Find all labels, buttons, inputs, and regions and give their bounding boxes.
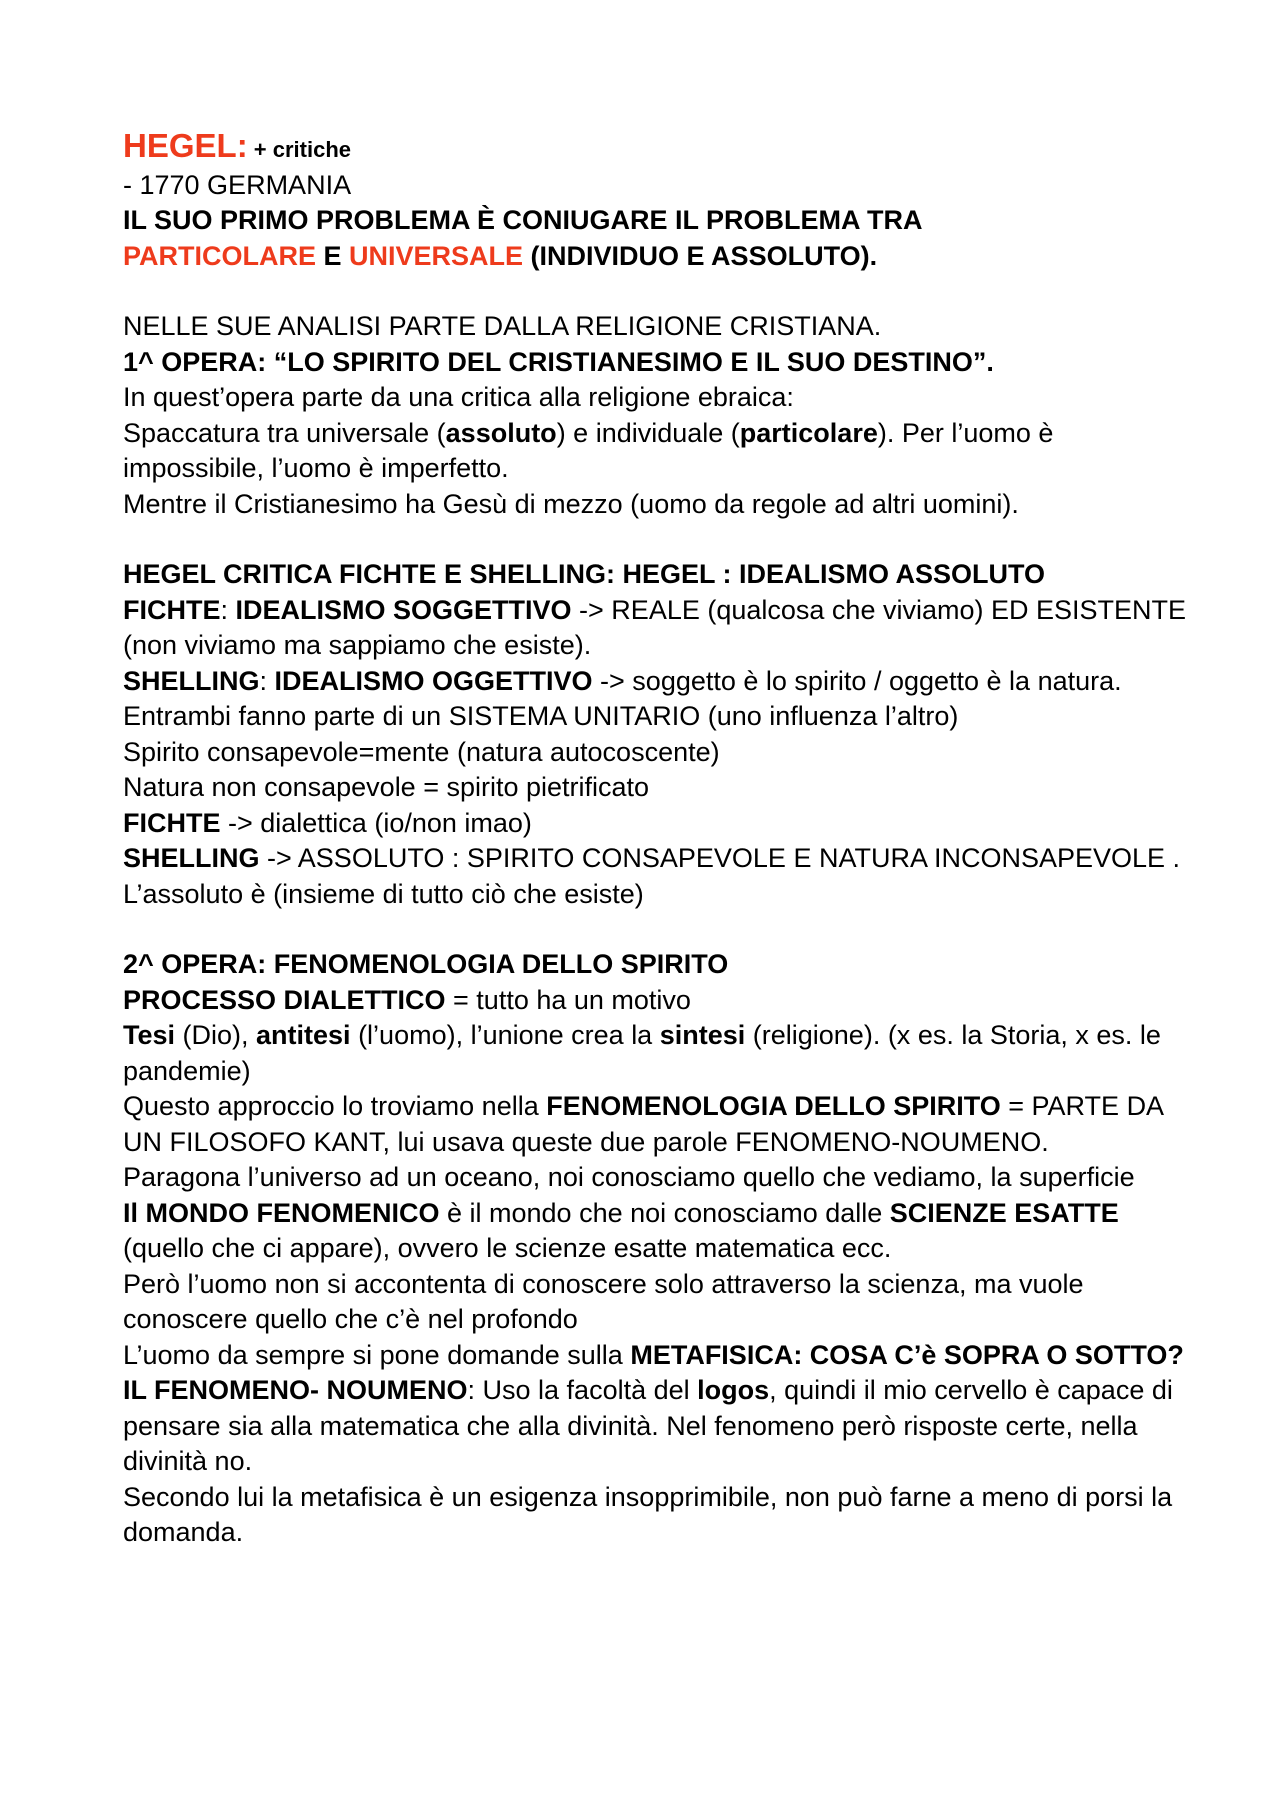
birth-line: - 1770 GERMANIA	[123, 169, 352, 200]
text-run: ) e individuale (	[556, 417, 740, 448]
pero-paragraph: Però l’uomo non si accontenta di conoscere solo attraverso la scienza, ma vuole conoscere quello che c’è nel profondo	[123, 1268, 1084, 1334]
fichte-paragraph	[123, 593, 1193, 664]
religione-line-4	[123, 416, 1193, 487]
term-fichte: FICHTE	[123, 594, 221, 625]
text-run: (quello che ci appare), ovvero le scienze esatte matematica ecc.	[123, 1233, 892, 1263]
critica-line-4: Spirito consapevole=mente (natura autocoscente)	[123, 736, 720, 767]
text-run: L’uomo da sempre si pone domande sulla	[123, 1339, 631, 1370]
first-work-title: 1^ OPERA: “LO SPIRITO DEL CRISTIANESIMO E IL SUO DESTINO”.	[123, 346, 994, 377]
term-shelling: SHELLING	[123, 843, 260, 873]
critica-line-5: Natura non consapevole = spirito pietrificato	[123, 772, 650, 802]
title-suffix: + critiche	[247, 137, 352, 162]
critica-line-7	[123, 841, 1193, 912]
text-run: ). Per l’uomo è impossibile, l’uomo è imperfetto.	[123, 417, 1054, 483]
term-fenomeno-noumeno: IL FENOMENO- NOUMENO	[123, 1375, 468, 1405]
text-run: = tutto ha un motivo	[445, 984, 691, 1015]
term-particolare-bold: particolare	[739, 417, 878, 448]
main-problem	[123, 203, 1193, 274]
term-tesi: Tesi	[123, 1020, 176, 1050]
problem-line-1: IL SUO PRIMO PROBLEMA È CONIUGARE IL PROBLEMA TRA	[123, 205, 923, 235]
mondo-paragraph	[123, 1196, 1193, 1267]
critica-heading	[123, 557, 1193, 593]
term-antitesi: antitesi	[256, 1020, 351, 1050]
term-particolare: PARTICOLARE	[123, 240, 316, 271]
term-logos: logos	[697, 1375, 770, 1405]
text-run: -> REALE (qualcosa che viviamo) ED ESISTENTE (non viviamo ma sappiamo che esiste).	[123, 594, 1187, 660]
first-work-heading	[123, 345, 1193, 381]
document-title	[123, 128, 1193, 168]
term-processo-dialettico: PROCESSO DIALETTICO	[123, 984, 446, 1015]
term-fenomenologia: FENOMENOLOGIA DELLO SPIRITO	[546, 1091, 1001, 1121]
term-shelling: SHELLING	[123, 665, 260, 696]
text-run: Spaccatura tra universale (	[123, 417, 446, 448]
document-body	[123, 128, 1193, 1551]
religione-line-5: Mentre il Cristianesimo ha Gesù di mezzo (uomo da regole ad altri uomini).	[123, 488, 1019, 519]
problem-end: (INDIVIDUO E ASSOLUTO).	[523, 240, 878, 271]
term-sintesi: sintesi	[659, 1020, 746, 1050]
title-name: HEGEL	[123, 127, 237, 164]
text-run: -> dialettica (io/non imao)	[220, 807, 532, 838]
processo-line	[123, 983, 1193, 1019]
text-run: Questo approccio lo troviamo nella	[123, 1091, 547, 1121]
text-run: , quindi il mio cervello è capace di pensare sia alla matematica che alla divinità. Nel fenomeno però risposte certe, nella divinità no.	[123, 1375, 1173, 1476]
text-run: = PARTE DA UN FILOSOFO KANT, lui usava queste due parole FENOMENO-NOUMENO.	[123, 1091, 1163, 1157]
term-assoluto: assoluto	[445, 417, 557, 448]
critica-line-6	[123, 806, 1193, 842]
religione-line-1: NELLE SUE ANALISI PARTE DALLA RELIGIONE CRISTIANA.	[123, 311, 882, 341]
approccio-paragraph	[123, 1089, 1193, 1160]
critica-title: HEGEL CRITICA FICHTE E SHELLING: HEGEL : IDEALISMO ASSOLUTO	[123, 559, 1046, 589]
tesi-paragraph	[123, 1018, 1193, 1089]
text-run: (Dio),	[175, 1020, 257, 1050]
text-run: (l’uomo), l’unione crea la	[350, 1020, 660, 1050]
religione-line-3: In quest’opera parte da una critica alla religione ebraica:	[123, 382, 794, 412]
term-fichte: FICHTE	[123, 807, 221, 838]
oceano-paragraph: Paragona l’universo ad un oceano, noi conosciamo quello che vediamo, la superficie	[123, 1162, 1135, 1192]
noumeno-paragraph	[123, 1373, 1193, 1480]
term-universale: UNIVERSALE	[349, 240, 524, 271]
text-run: :	[220, 594, 236, 625]
secondo-paragraph: Secondo lui la metafisica è un esigenza insopprimibile, non può farne a meno di porsi la domanda.	[123, 1481, 1173, 1547]
term-idealismo-oggettivo: IDEALISMO OGGETTIVO	[274, 665, 593, 696]
second-work-heading	[123, 947, 1193, 983]
term-scienze-esatte: SCIENZE ESATTE	[889, 1197, 1119, 1228]
term-metafisica: METAFISICA: COSA C’è SOPRA O SOTTO?	[630, 1339, 1184, 1370]
second-work-title: 2^ OPERA: FENOMENOLOGIA DELLO SPIRITO	[123, 949, 729, 979]
text-run: -> ASSOLUTO : SPIRITO CONSAPEVOLE E NATURA INCONSAPEVOLE . L’assoluto è (insieme di tutto ciò che esiste)	[123, 843, 1181, 909]
text-run: :	[259, 665, 275, 696]
text-run: : Uso la facoltà del	[467, 1375, 698, 1405]
title-colon: :	[236, 127, 248, 164]
text-run: (religione). (x es. la Storia, x es. le pandemie)	[123, 1020, 1161, 1086]
term-e: E	[316, 240, 350, 271]
shelling-paragraph	[123, 664, 1193, 735]
term-idealismo-soggettivo: IDEALISMO SOGGETTIVO	[235, 594, 572, 625]
text-run: è il mondo che noi conosciamo dalle	[439, 1197, 890, 1228]
text-run: -> soggetto è lo spirito / oggetto è la natura. Entrambi fanno parte di un SISTEMA UNITARIO (uno influenza l’altro)	[123, 665, 1122, 731]
term-mondo-fenomenico: Il MONDO FENOMENICO	[123, 1197, 440, 1228]
metafisica-paragraph	[123, 1338, 1193, 1374]
